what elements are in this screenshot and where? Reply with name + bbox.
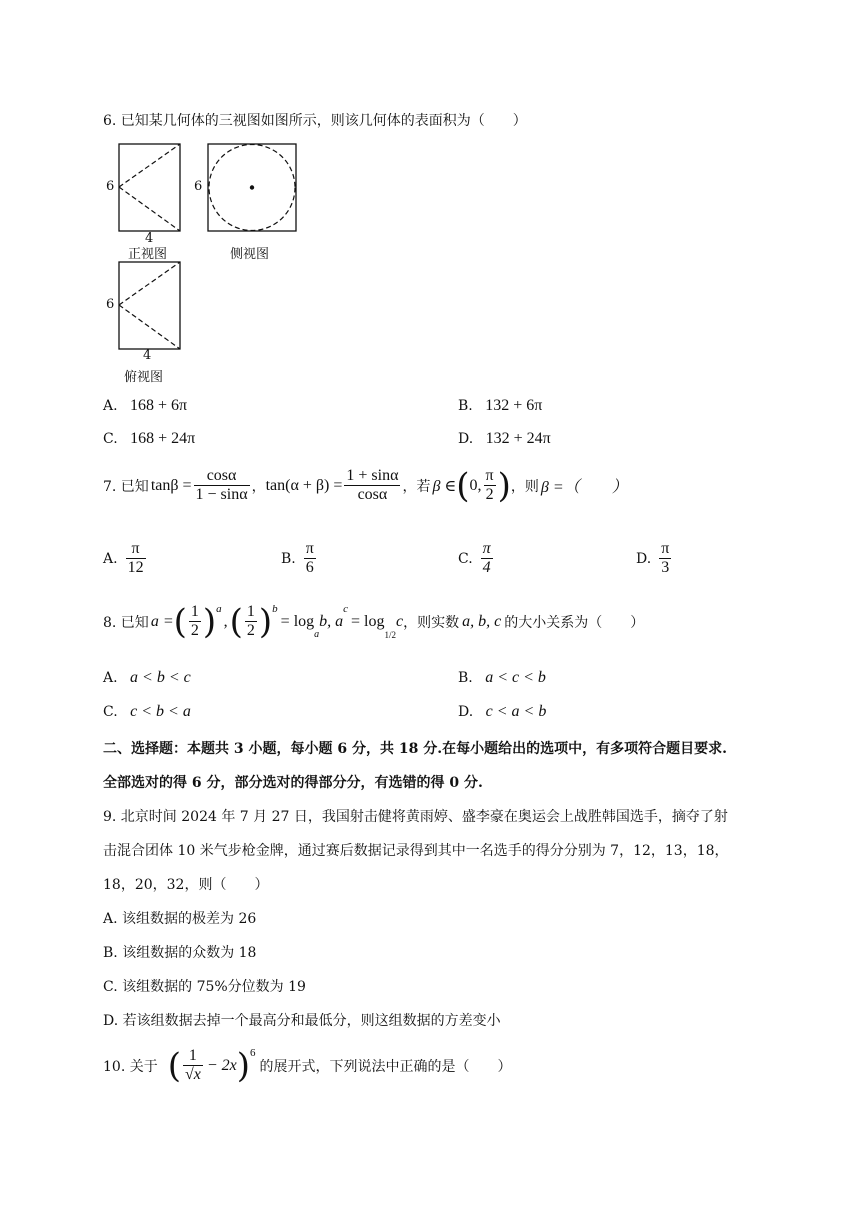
- q10-minus: − 2x: [206, 1056, 237, 1074]
- q8-option-a-text: a < b < c: [130, 669, 191, 686]
- q8-log1-sub: a: [314, 629, 320, 640]
- q7-fraction-2: [344, 467, 400, 504]
- q7-interval-left: 0,: [469, 476, 482, 494]
- front-view-dim-4: 4: [145, 231, 154, 246]
- q7-option-b-num: π: [305, 540, 314, 557]
- q6-option-d[interactable]: [458, 430, 551, 448]
- q8-paren-1-left: (: [173, 601, 187, 642]
- q7-option-c-num: π: [482, 540, 491, 557]
- q7-interval-den: 2: [485, 486, 494, 503]
- q6-option-a[interactable]: [103, 397, 187, 415]
- q8-log2-sub: 1/2: [384, 630, 397, 640]
- q8-sup-b: b: [272, 603, 278, 615]
- q7-comma: ，: [251, 478, 266, 495]
- q8-option-c-text: c < b < a: [130, 703, 191, 720]
- side-view-label: 侧视图: [230, 247, 270, 262]
- q6-option-b-text: 132 + 6π: [485, 397, 543, 414]
- q7-tanab: tan(α + β) =: [265, 476, 343, 494]
- section2-line2: 全部选对的得 6 分，部分选对的得部分分，有选错的得 0 分.: [103, 775, 483, 791]
- q8-log2-tail: c: [396, 612, 404, 630]
- q9-line3: 18，20，32，则（ ）: [103, 877, 269, 893]
- q8-paren-2-left: (: [229, 601, 243, 642]
- q10-paren-left: (: [167, 1045, 181, 1086]
- q8-sup-a: a: [216, 603, 222, 615]
- q7-option-b[interactable]: [281, 540, 318, 577]
- top-view-rect: [119, 262, 180, 349]
- q8-option-b-key: B.: [458, 670, 473, 686]
- q8-option-a-key: A.: [103, 670, 118, 686]
- q7-interval-fraction: [484, 467, 496, 504]
- q7-beta-in: β ∈: [432, 477, 457, 495]
- top-view-dash-upper: [119, 262, 180, 305]
- q8-half-2: [245, 603, 257, 640]
- q8-option-b[interactable]: [458, 669, 546, 687]
- q7-option-c-frac: [481, 540, 493, 577]
- q8-option-a[interactable]: [103, 669, 191, 687]
- top-view-dim-4: 4: [143, 348, 152, 363]
- q9-option-c[interactable]: C. 该组数据的 75%分位数为 19: [103, 979, 306, 995]
- q7-option-a-num: π: [131, 540, 140, 557]
- q6-stem: 6. 已知某几何体的三视图如图所示，则该几何体的表面积为（ ）: [103, 113, 527, 129]
- q8-option-d-key: D.: [458, 704, 474, 720]
- q7-f2-num: 1 + sinα: [346, 467, 399, 484]
- q8-half-2-num: 1: [246, 603, 255, 620]
- q7-tail: ，则: [510, 478, 539, 495]
- q7-paren-left: (: [456, 465, 470, 506]
- q7-option-d-num: π: [661, 540, 670, 557]
- q10-paren-right: ): [236, 1045, 251, 1086]
- q6-option-c-key: C.: [103, 431, 118, 447]
- q8-option-d[interactable]: [458, 703, 546, 721]
- q8-option-c-key: C.: [103, 704, 118, 720]
- q7-fraction-1: [194, 467, 250, 504]
- q8-sup-c: c: [343, 603, 349, 615]
- q7-mid: ，若: [402, 478, 431, 495]
- q10-den: √x: [184, 1066, 201, 1083]
- q10-tail: 的展开式，下列说法中正确的是（ ）: [259, 1058, 512, 1075]
- q7-tail2: β =（ ）: [540, 479, 628, 496]
- q8-comma: ,: [223, 612, 228, 630]
- q8-prefix: 8. 已知: [103, 614, 149, 631]
- q6-option-a-key: A.: [103, 398, 118, 414]
- q8-log2: = log: [351, 612, 385, 630]
- q8-vars: a, b, c: [462, 612, 502, 630]
- q6-option-d-text: 132 + 24π: [485, 430, 551, 447]
- q7-stem: [103, 467, 628, 504]
- q8-half-2-den: 2: [246, 622, 255, 639]
- q8-half-1-num: 1: [190, 603, 199, 620]
- q7-option-d-frac: [659, 540, 671, 577]
- top-view-label: 俯视图: [124, 370, 164, 385]
- front-view-rect: [119, 144, 180, 231]
- q6-option-d-key: D.: [458, 431, 474, 447]
- q9-option-b[interactable]: B. 该组数据的众数为 18: [103, 945, 257, 961]
- q8-half-1: [189, 603, 201, 640]
- q6-option-b[interactable]: [458, 397, 542, 415]
- q7-prefix: 7. 已知: [103, 478, 149, 495]
- q8-stem: [103, 603, 644, 640]
- q8-log1: = log: [280, 612, 315, 630]
- q7-option-c-key: C.: [458, 550, 473, 567]
- q10-stem: [103, 1047, 512, 1084]
- q8-half-1-den: 2: [190, 622, 199, 639]
- q7-f2-den: cosα: [357, 486, 388, 503]
- q10-fraction: [183, 1047, 203, 1084]
- q7-option-a-den: 12: [127, 559, 144, 576]
- q8-paren-1-right: ): [202, 601, 217, 642]
- q9-line1: 9. 北京时间 2024 年 7 月 27 日，我国射击健将黄雨婷、盛李豪在奥运会上战胜韩国选手，摘夺了射: [103, 809, 728, 825]
- q6-option-a-text: 168 + 6π: [130, 397, 188, 414]
- q7-option-a[interactable]: [103, 540, 148, 577]
- q7-option-b-key: B.: [281, 550, 296, 567]
- front-view-dim-6: 6: [106, 179, 115, 194]
- q7-option-c[interactable]: [458, 540, 495, 577]
- q7-option-b-frac: [304, 540, 316, 577]
- q7-paren-right: ): [497, 465, 511, 506]
- top-view-dim-6: 6: [106, 297, 115, 312]
- side-view-figure: [200, 140, 300, 236]
- front-view-label: 正视图: [128, 247, 168, 262]
- q8-expr: a =: [150, 612, 174, 630]
- q8-tail: ，则实数: [403, 614, 460, 631]
- q7-option-d-key: D.: [636, 550, 652, 567]
- q7-option-d[interactable]: [636, 540, 673, 577]
- top-view-dash-lower: [119, 305, 180, 349]
- q9-option-a[interactable]: A. 该组数据的极差为 26: [103, 911, 257, 927]
- q7-tanb: tanβ =: [150, 476, 192, 494]
- side-view-dim-6: 6: [194, 179, 203, 194]
- q7-interval-num: π: [485, 467, 494, 484]
- q7-f1-num: cosα: [194, 467, 250, 486]
- q8-option-d-text: c < a < b: [485, 703, 547, 720]
- q8-option-b-text: a < c < b: [485, 669, 546, 686]
- q8-log1-tail: b, a: [319, 612, 344, 630]
- q9-option-d[interactable]: D. 若该组数据去掉一个最高分和最低分，则这组数据的方差变小: [103, 1013, 501, 1029]
- side-view-center-dot: [250, 185, 254, 189]
- q6-option-b-key: B.: [458, 398, 473, 414]
- q7-option-d-den: 3: [659, 558, 671, 577]
- q10-exp: 6: [250, 1047, 256, 1059]
- q7-option-b-den: 6: [304, 558, 316, 577]
- q8-paren-2-right: ): [258, 601, 273, 642]
- front-view-dash-lower: [119, 187, 180, 231]
- q7-option-a-frac: [126, 540, 146, 577]
- q8-option-c[interactable]: [103, 703, 191, 721]
- front-view-dash-upper: [119, 144, 180, 187]
- q8-tail2: 的大小关系为（ ）: [504, 614, 645, 631]
- q10-prefix: 10. 关于: [103, 1058, 158, 1075]
- q6-option-c[interactable]: [103, 430, 195, 448]
- q7-option-a-key: A.: [103, 550, 118, 567]
- section2-line1: 二、选择题：本题共 3 小题，每小题 6 分，共 18 分.在每小题给出的选项中，有多项符合题目要求.: [103, 741, 727, 757]
- q10-num: 1: [183, 1047, 203, 1066]
- q6-option-c-text: 168 + 24π: [130, 430, 196, 447]
- q7-f1-den: 1 − sinα: [195, 486, 248, 503]
- q9-line2: 击混合团体 10 米气步枪金牌，通过赛后数据记录得到其中一名选手的得分分别为 7，12，13，18，: [103, 843, 729, 859]
- q7-option-c-den: 4: [481, 558, 493, 577]
